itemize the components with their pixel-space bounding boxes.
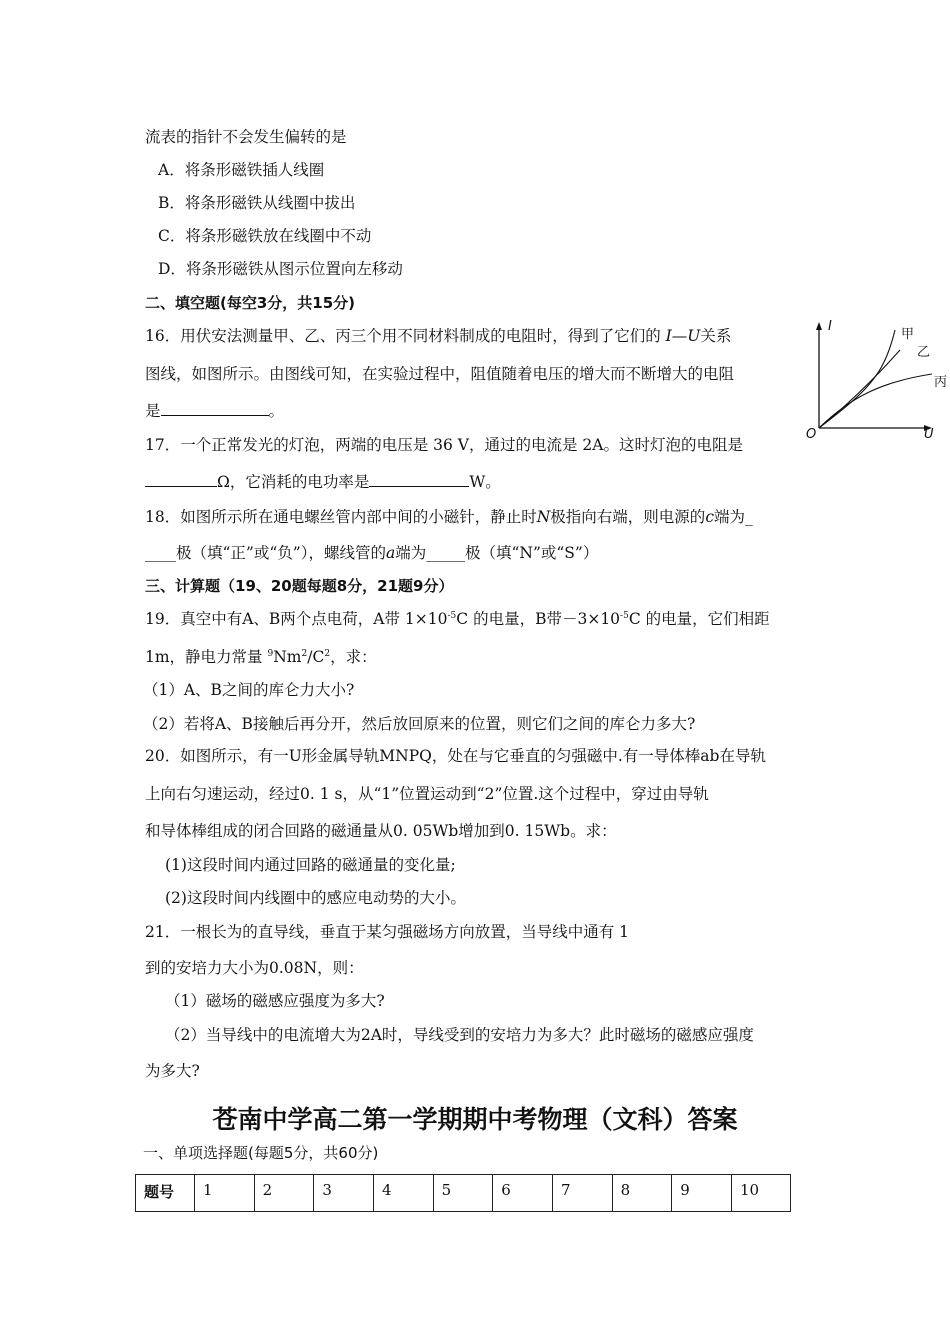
answer-table — [135, 1174, 791, 1212]
q20-sub2: (2)这段时间内线圈中的感应电动势的大小。 — [165, 889, 466, 907]
q17-resistance-blank — [145, 472, 217, 487]
q15-option-c: C．将条形磁铁放在线圈中不动 — [158, 227, 372, 245]
q17-line2-text: Ω，它消耗的电功率是 — [217, 473, 370, 491]
graph-origin-label: O — [806, 427, 817, 442]
section2-heading: 二、填空题(每空3分，共15分) — [145, 294, 356, 312]
graph-y-label: I — [828, 319, 832, 334]
q19-line2-text: 1m，静电力常量 — [145, 648, 268, 666]
q19-line2 — [145, 647, 377, 667]
q15-option-b: B．将条形磁铁从线圈中拔出 — [158, 194, 356, 212]
graph-y-arrow — [816, 322, 822, 330]
q16-line1-end: 关系 — [700, 327, 732, 345]
q18-line1-text: 18．如图所示所在通电螺丝管内部中间的小磁针，静止时 — [145, 508, 537, 526]
q21-sub1: （1）磁场的磁感应强度为多大? — [165, 992, 385, 1010]
q18-a-end: a — [385, 544, 396, 562]
q19-line1 — [145, 609, 770, 629]
q19-line1-end: C 的电量，它们相距 — [628, 610, 770, 628]
q16-line1-text: 16．用伏安法测量甲、乙、丙三个用不同材料制成的电阻时，得到了它们的 — [145, 327, 666, 345]
q19-sub1: （1）A、B之间的库仑力大小? — [143, 681, 355, 699]
table-cell: 7 — [552, 1175, 612, 1212]
q19-line2-end: ，求： — [330, 648, 377, 666]
q18-line1 — [145, 507, 753, 527]
q16-line2: 图线，如图所示。由图线可知，在实验过程中，阻值随着电压的增大而不断增大的电阻 — [145, 365, 735, 383]
table-cell: 3 — [314, 1175, 374, 1212]
q21-line2: 到的安培力大小为0.08N，则： — [145, 959, 364, 977]
q18-line1-end: 端为_ — [714, 508, 753, 526]
table-cell: 5 — [433, 1175, 493, 1212]
q19-unit-exp-m: 2 — [301, 649, 308, 659]
q16-line1 — [145, 326, 731, 346]
table-cell: 1 — [195, 1175, 255, 1212]
q17-power-blank — [369, 472, 469, 487]
answer-subheading: 一、单项选择题(每题5分，共60分) — [143, 1144, 379, 1162]
q16-line3-text: 是 — [145, 402, 161, 420]
q20-sub1: (1)这段时间内通过回路的磁通量的变化量; — [165, 856, 456, 874]
q15-option-d: D．将条形磁铁从图示位置向左移动 — [158, 260, 403, 278]
table-cell: 9 — [672, 1175, 732, 1212]
q15-stem-tail: 流表的指针不会发生偏转的是 — [145, 128, 347, 146]
q19-exponent-b: -5 — [620, 611, 629, 621]
table-cell: 8 — [612, 1175, 672, 1212]
table-cell: 4 — [373, 1175, 433, 1212]
q20-line2: 上向右匀速运动，经过0. 1 s，从“1”位置运动到“2”位置.这个过程中，穿过由导轨 — [145, 785, 709, 803]
q19-sub2: （2）若将A、B接触后再分开，然后放回原来的位置，则它们之间的库仑力多大? — [143, 715, 696, 733]
q18-n-pole: N — [536, 508, 551, 526]
q18-line2-text: ____极（填“正”或“负”），螺线管的 — [145, 544, 386, 562]
q18-line2-end: 端为_____极（填“N”或“S”） — [395, 544, 599, 562]
graph-curve-jia — [819, 330, 895, 428]
section3-heading: 三、计算题（19、20题每题8分，21题9分） — [145, 577, 454, 595]
q16-answer-blank — [161, 401, 269, 416]
q19-k-exponent: 9 — [267, 649, 274, 659]
q17-line2 — [145, 472, 501, 492]
q20-line1: 20．如图所示，有一U形金属导轨MNPQ，处在与它垂直的匀强磁中.有一导体棒ab在导轨 — [145, 747, 766, 765]
graph-x-label: U — [924, 427, 934, 442]
q15-option-a: A．将条形磁铁插人线圈 — [158, 161, 325, 179]
graph-label-bing: 丙 — [934, 375, 948, 390]
q19-unit-exp-c: 2 — [324, 649, 331, 659]
graph-label-yi: 乙 — [917, 345, 931, 360]
q19-line1-text: 19．真空中有A、B两个点电荷，A带 1×10 — [145, 610, 448, 628]
q20-line3: 和导体棒组成的闭合回路的磁通量从0. 05Wb增加到0. 15Wb。求： — [145, 822, 617, 840]
table-cell: 10 — [732, 1175, 791, 1212]
iu-graph — [800, 318, 948, 444]
q19-unit-nm: Nm — [273, 648, 302, 666]
q21-sub2: （2）当导线中的电流增大为2A时，导线受到的安培力为多大？此时磁场的磁感应强度 — [165, 1026, 754, 1044]
q21-line1: 21．一根长为的直导线，垂直于某匀强磁场方向放置，当导线中通有 1 — [145, 923, 630, 941]
q16-line3-end: 。 — [268, 402, 285, 420]
q16-iu-variable: I—U — [665, 327, 701, 345]
q19-unit-c: /C — [307, 648, 325, 666]
q19-exponent-a: -5 — [447, 611, 457, 621]
table-cell: 2 — [254, 1175, 314, 1212]
answer-title: 苍南中学高二第一学期期中考物理（文科）答案 — [212, 1105, 738, 1134]
q18-line1-mid: 极指向右端，则电源的 — [550, 508, 706, 526]
q19-line1-mid: C 的电量，B带－3×10 — [456, 610, 621, 628]
graph-label-jia: 甲 — [901, 327, 915, 342]
graph-curve-bing — [819, 374, 932, 428]
table-header-cell: 题号 — [136, 1175, 195, 1212]
table-cell: 6 — [493, 1175, 553, 1212]
q17-line2-end: W。 — [469, 473, 501, 491]
q16-line3 — [145, 401, 284, 421]
table-row — [136, 1175, 791, 1212]
q21-line-end: 为多大? — [145, 1062, 200, 1080]
q18-line2 — [145, 543, 598, 563]
q17-line1: 17．一个正常发光的灯泡，两端的电压是 36 V，通过的电流是 2A。这时灯泡的电阻是 — [145, 436, 743, 454]
q18-c-terminal: c — [705, 508, 714, 526]
